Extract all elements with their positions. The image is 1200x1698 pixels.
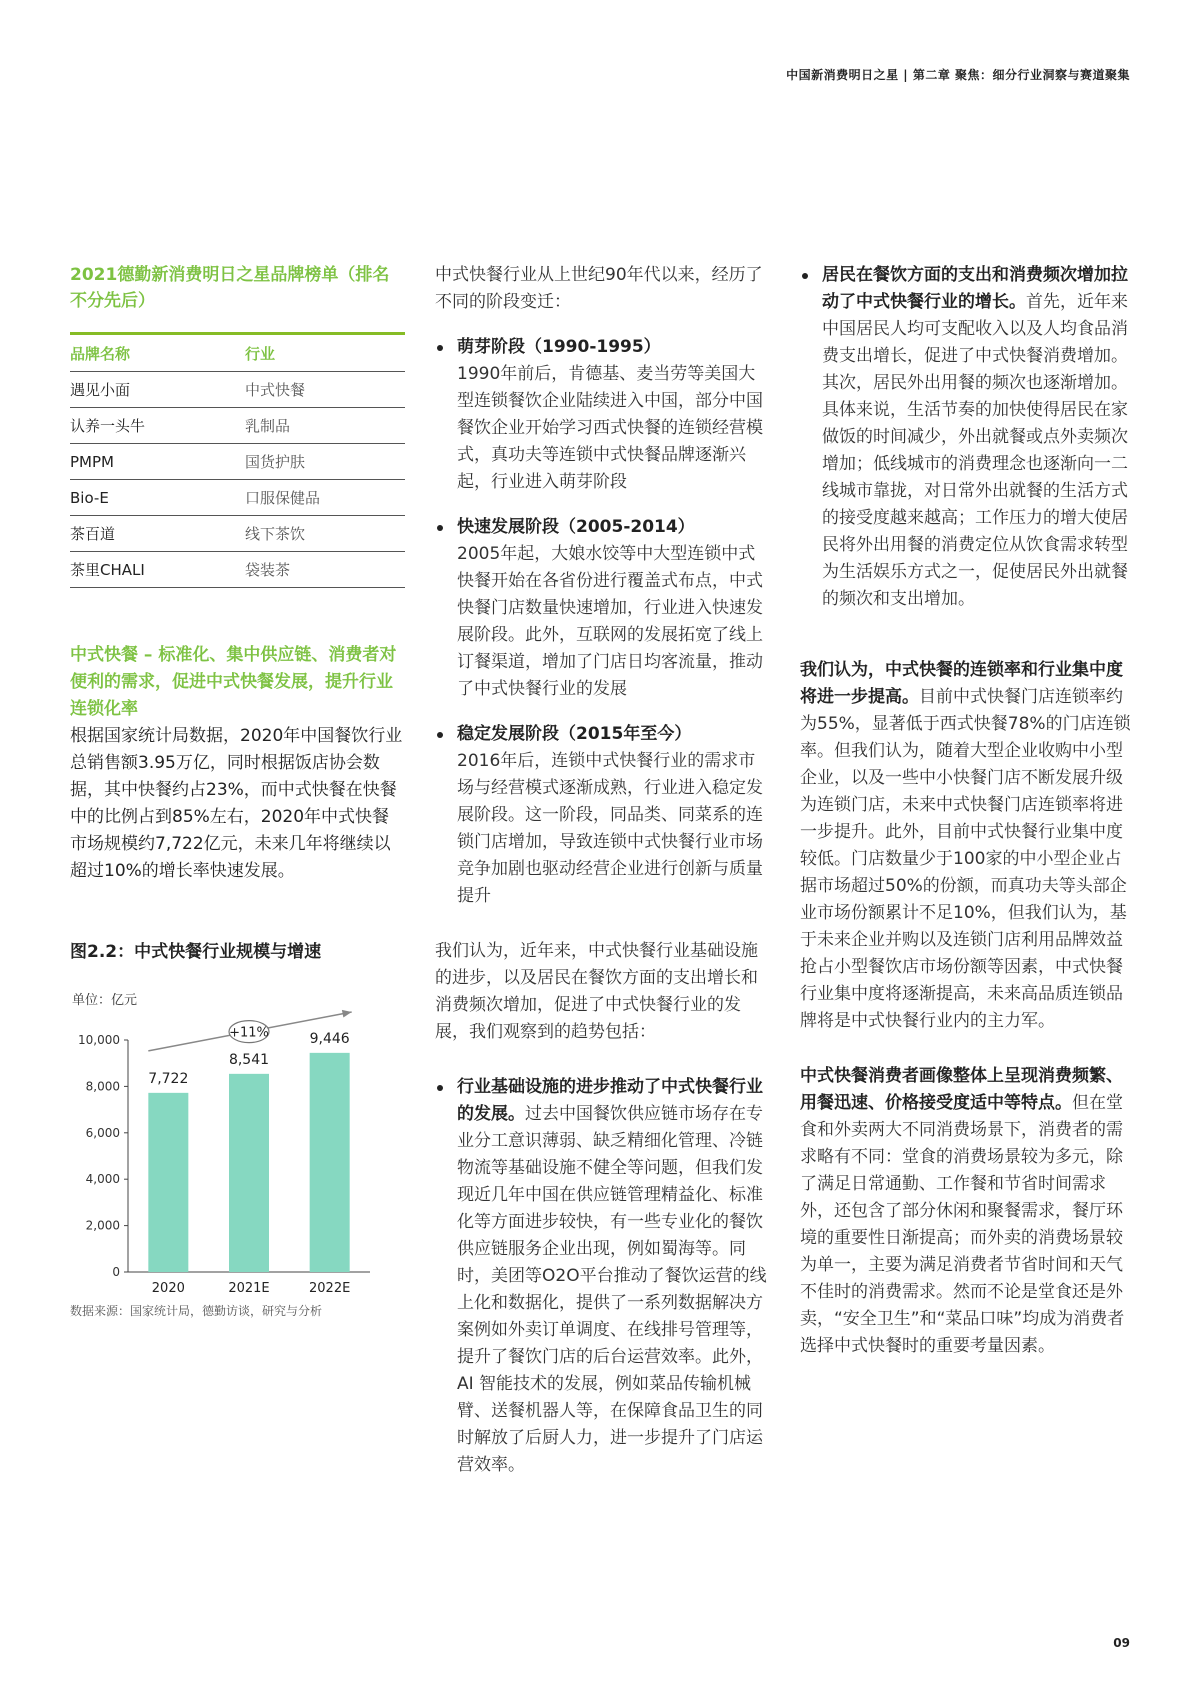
bullet-icon <box>437 1085 443 1091</box>
brand-name: 认养一头牛 <box>70 408 245 444</box>
table-row <box>70 444 405 480</box>
bar <box>310 1053 350 1272</box>
left-column <box>70 262 405 1319</box>
bullet-icon <box>802 273 808 279</box>
section-body: 根据国家统计局数据，2020年中国餐饮行业总销售额3.95万亿，同时根据饭店协会数据，其中快餐约占23%，而中式快餐在快餐中的比例占到85%左右，2020年中式快餐市场规模约7,722亿元，未来几年将继续以超过10%的增长率快速发展。 <box>70 726 403 881</box>
table-header-industry: 行业 <box>245 335 405 372</box>
trend-paragraph <box>822 262 1135 613</box>
brand-industry: 线下茶饮 <box>245 516 405 552</box>
table-row <box>70 480 405 516</box>
table-row <box>70 408 405 444</box>
table-row <box>70 516 405 552</box>
bar <box>229 1074 269 1272</box>
bar-value-label: 7,722 <box>148 1070 189 1087</box>
trend-text: 过去中国餐饮供应链市场存在专业分工意识薄弱、缺乏精细化管理、冷链物流等基础设施不健全等问题，但我们发现近几年中国在供应链管理精益化、标准化等方面进步较快，有一些专业化的餐饮供应链服务企业出现，例如蜀海等。同时，美团等O2O平台推动了餐饮运营的线上化和数据化，提供了一系列数据解决方案例如外卖订单调度、在线排号管理等，提升了餐饮门店的后台运营效率。此外，AI 智能技术的发展，例如菜品传输机械臂、送餐机器人等，在保障食品卫生的同时解放了后厨人力，进一步提升了门店运营效率。 <box>457 1104 767 1475</box>
bullet-icon <box>437 732 443 738</box>
paragraph-text: 但在堂食和外卖两大不同消费场景下，消费者的需求略有不同：堂食的消费场景较为多元，除了满足日常通勤、工作餐和节省时间需求外，还包含了部分休闲和聚餐需求，餐厅环境的重要性日渐提高；而外卖的消费场景较为单一，主要为满足消费者节省时间和天气不佳时的消费需求。然而不论是堂食还是外卖，“安全卫生”和“菜品口味”均成为消费者选择中式快餐时的重要考量因素。 <box>800 1093 1125 1356</box>
stage-text: 2005年起，大娘水饺等中大型连锁中式快餐开始在各省份进行覆盖式布点，中式快餐门店数量快速增加，行业进入快速发展阶段。此外，互联网的发展拓宽了线上订餐渠道，增加了门店日均客流量，推动了中式快餐行业的发展 <box>457 544 763 699</box>
bar <box>148 1093 188 1272</box>
y-tick-label: 0 <box>112 1265 120 1279</box>
table-row <box>70 372 405 408</box>
brand-table <box>70 335 405 588</box>
brand-list-title: 2021德勤新消费明日之星品牌榜单（排名不分先后） <box>70 265 390 311</box>
right-column <box>800 262 1135 1360</box>
brand-industry: 中式快餐 <box>245 372 405 408</box>
paragraph-heading: 中式快餐消费者画像整体上呈现消费频繁、用餐迅速、价格接受度适中等特点。 <box>800 1066 1123 1113</box>
concentration-paragraph <box>800 657 1135 1035</box>
brand-industry: 袋装茶 <box>245 552 405 588</box>
bullet-icon <box>437 525 443 531</box>
trend-item <box>800 262 1135 613</box>
paragraph-heading: 我们认为，中式快餐的连锁率和行业集中度将进一步提高。 <box>800 660 1123 707</box>
stage-heading: 萌芽阶段（1990-1995） <box>457 337 661 357</box>
stage-heading: 快速发展阶段（2005-2014） <box>457 517 695 537</box>
y-tick-label: 4,000 <box>85 1172 120 1187</box>
stage-item <box>435 334 770 496</box>
table-row <box>70 552 405 588</box>
growth-label: +11% <box>229 1025 269 1041</box>
running-header: 中国新消费明日之星 | 第二章 聚焦：细分行业洞察与赛道聚集 <box>786 68 1130 82</box>
brand-industry: 口服保健品 <box>245 480 405 516</box>
y-tick-label: 10,000 <box>78 1033 120 1047</box>
consumer-profile-paragraph <box>800 1063 1135 1360</box>
x-tick-label: 2021E <box>228 1281 270 1296</box>
brand-name: Bio-E <box>70 480 245 516</box>
stage-item <box>435 721 770 910</box>
brand-name: 遇见小面 <box>70 372 245 408</box>
table-header-brand: 品牌名称 <box>70 335 245 372</box>
trend-item <box>435 1074 770 1479</box>
figure-title: 图2.2：中式快餐行业规模与增速 <box>70 942 322 962</box>
trend-heading: 行业基础设施的进步推动了中式快餐行业的发展。 <box>457 1077 763 1124</box>
stages-intro: 中式快餐行业从上世纪90年代以来，经历了不同的阶段变迁： <box>435 265 763 312</box>
y-tick-label: 6,000 <box>85 1125 120 1140</box>
page-number: 09 <box>1113 1636 1130 1650</box>
trend-intro: 我们认为，近年来，中式快餐行业基础设施的进步，以及居民在餐饮方面的支出增长和消费频次增加，促进了中式快餐行业的发展，我们观察到的趋势包括： <box>435 941 758 1042</box>
bar-chart <box>70 976 405 1296</box>
bar-value-label: 8,541 <box>228 1051 270 1068</box>
y-tick-label: 2,000 <box>85 1218 120 1233</box>
brand-name: 茶百道 <box>70 516 245 552</box>
trend-text: 首先，近年来中国居民人均可支配收入以及人均食品消费支出增长，促进了中式快餐消费增加。其次，居民外出用餐的频次也逐渐增加。具体来说，生活节奏的加快使得居民在家做饭的时间减少，外出就餐或点外卖频次增加；低线城市的消费理念也逐渐向一二线城市靠拢，对日常外出就餐的生活方式的接受度越来越高；工作压力的增大使居民将外出用餐的消费定位从饮食需求转型为生活娱乐方式之一，促使居民外出就餐的频次和支出增加。 <box>822 292 1128 609</box>
brand-industry: 国货护肤 <box>245 444 405 480</box>
source-note: 数据来源：国家统计局，德勤访谈，研究与分析 <box>70 1304 323 1318</box>
x-tick-label: 2022E <box>309 1281 351 1296</box>
section-subtitle: 中式快餐 – 标准化、集中供应链、消费者对便利的需求，促进中式快餐发展，提升行业连锁化率 <box>70 645 397 719</box>
chart-container <box>70 976 405 1296</box>
middle-column <box>435 262 770 1479</box>
stage-item <box>435 514 770 703</box>
x-tick-label: 2020 <box>151 1281 185 1296</box>
bullet-icon <box>437 345 443 351</box>
y-tick-label: 8,000 <box>85 1079 120 1094</box>
paragraph-text: 目前中式快餐门店连锁率约为55%，显著低于西式快餐78%的门店连锁率。但我们认为，随着大型企业收购中小型企业，以及一些中小快餐门店不断发展升级为连锁门店，未来中式快餐门店连锁率将进一步提升。此外，目前中式快餐行业集中度较低。门店数量少于100家的中小型企业占据市场超过50%的份额，而真功夫等头部企业市场份额累计不足10%，但我们认为，基于未来企业并购以及连锁门店利用品牌效益抢占小型餐饮店市场份额等因素，中式快餐行业集中度将逐渐提高，未来高品质连锁品牌将是中式快餐行业内的主力军。 <box>800 687 1131 1031</box>
unit-label: 单位：亿元 <box>72 993 138 1008</box>
brand-industry: 乳制品 <box>245 408 405 444</box>
trend-paragraph <box>457 1074 770 1479</box>
bar-value-label: 9,446 <box>309 1030 350 1047</box>
brand-name: 茶里CHALI <box>70 552 245 588</box>
stage-heading: 稳定发展阶段（2015年至今） <box>457 724 692 744</box>
growth-arrow-head <box>342 1010 352 1018</box>
trend-heading: 居民在餐饮方面的支出和消费频次增加拉动了中式快餐行业的增长。 <box>822 265 1128 312</box>
stage-text: 1990年前后，肯德基、麦当劳等美国大型连锁餐饮企业陆续进入中国，部分中国餐饮企业开始学习西式快餐的连锁经营模式，真功夫等连锁中式快餐品牌逐渐兴起，行业进入萌芽阶段 <box>457 364 763 492</box>
stage-text: 2016年后，连锁中式快餐行业的需求市场与经营模式逐渐成熟，行业进入稳定发展阶段。这一阶段，同品类、同菜系的连锁门店增加，导致连锁中式快餐行业市场竞争加剧也驱动经营企业进行创新与质量提升 <box>457 751 763 906</box>
brand-name: PMPM <box>70 444 245 480</box>
